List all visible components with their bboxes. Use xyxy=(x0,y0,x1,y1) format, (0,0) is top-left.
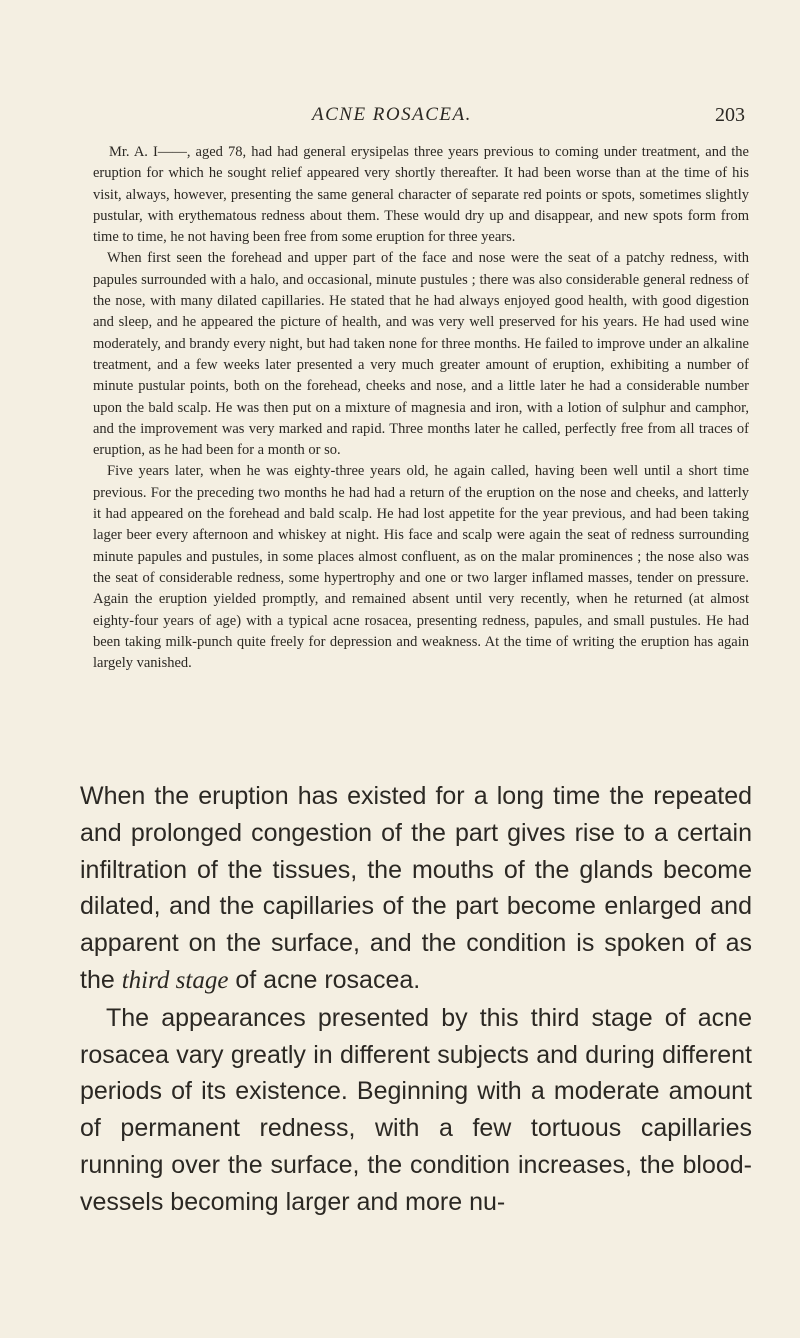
case-paragraph-3: Five years later, when he was eighty-three years old, he again called, having been well until a short time previous. For the preceding two months he had had a return of the eruption on the nose and cheeks, and latterly it had appeared on the forehead and bald scalp. He had lost appetite for the year previous, and had been taking lager beer every afternoon and whiskey at night. His face and scalp were again the seat of redness surrounding minute papules and pustules, in some places almost confluent, as on the malar prominences ; the nose also was the seat of considerable redness, some hypertrophy and one or two larger inflamed masses, tender on pressure. Again the eruption yielded promptly, and remained absent until very recently, when he returned (at almost eighty-four years of age) with a typical acne rosacea, presenting redness, papules, and small pustules. He had been taking milk-punch quite freely for depression and weakness. At the time of writing the eruption has again largely vanished. xyxy=(93,463,749,672)
main-text xyxy=(80,778,752,1221)
main-paragraph-1 xyxy=(80,778,752,1000)
emphasis-third-stage: third stage xyxy=(121,966,229,994)
case-paragraph-1: Mr. A. I——, aged 78, had had general erysipelas three years previous to coming under treatment, and the eruption for which he sought relief appeared very shortly thereafter. It had been worse than at the time of his visit, always, however, presenting the same general character of separate red points or spots, sometimes slightly pustular, with erythematous redness about them. These would dry up and disappear, and new spots form from time to time, he not having been free from some eruption for three years. xyxy=(93,144,749,246)
main-paragraph-1-text: When the eruption has existed for a long time the repeated and prolonged congestion of the part gives rise to a certain infiltration of the tissues, the mouths of the glands become dilated, and the capillaries of the part become enlarged and apparent on the surface, and the condition is spoken of as the xyxy=(80,782,752,994)
main-paragraph-1-end: of acne rosacea. xyxy=(228,965,421,994)
running-head: ACNE ROSACEA. xyxy=(312,104,472,125)
page-number: 203 xyxy=(715,104,745,126)
case-paragraph-2: When first seen the forehead and upper part of the face and nose were the seat of a patchy redness, with papules surrounded with a halo, and occasional, minute pustules ; there was also considerable general redness of the nose, with many dilated capillaries. He stated that he had always enjoyed good health, with good digestion and sleep, and he appeared the picture of health, and was very well preserved for his years. He had used wine moderately, and brandy every night, but had taken none for three months. He failed to improve under an alkaline treatment, and a few weeks later presented a very much greater amount of eruption, exhibiting a number of minute pustular points, both on the forehead, cheeks and nose, and a little later he had a considerable number upon the bald scalp. He was then put on a mixture of magnesia and iron, with a lotion of sulphur and camphor, and the improvement was very marked and rapid. Three months later he called, perfectly free from all traces of eruption, as he had been for a month or so. xyxy=(93,250,749,459)
page-header xyxy=(0,104,800,134)
case-report xyxy=(93,142,749,674)
main-paragraph-2: The appearances presented by this third stage of acne rosacea vary greatly in different subjects and during different periods of its existence. Beginning with a moderate amount of permanent redness, with a few tortuous capillaries running over the surface, the condition increases, the blood-vessels becoming larger and more nu- xyxy=(80,1003,752,1216)
